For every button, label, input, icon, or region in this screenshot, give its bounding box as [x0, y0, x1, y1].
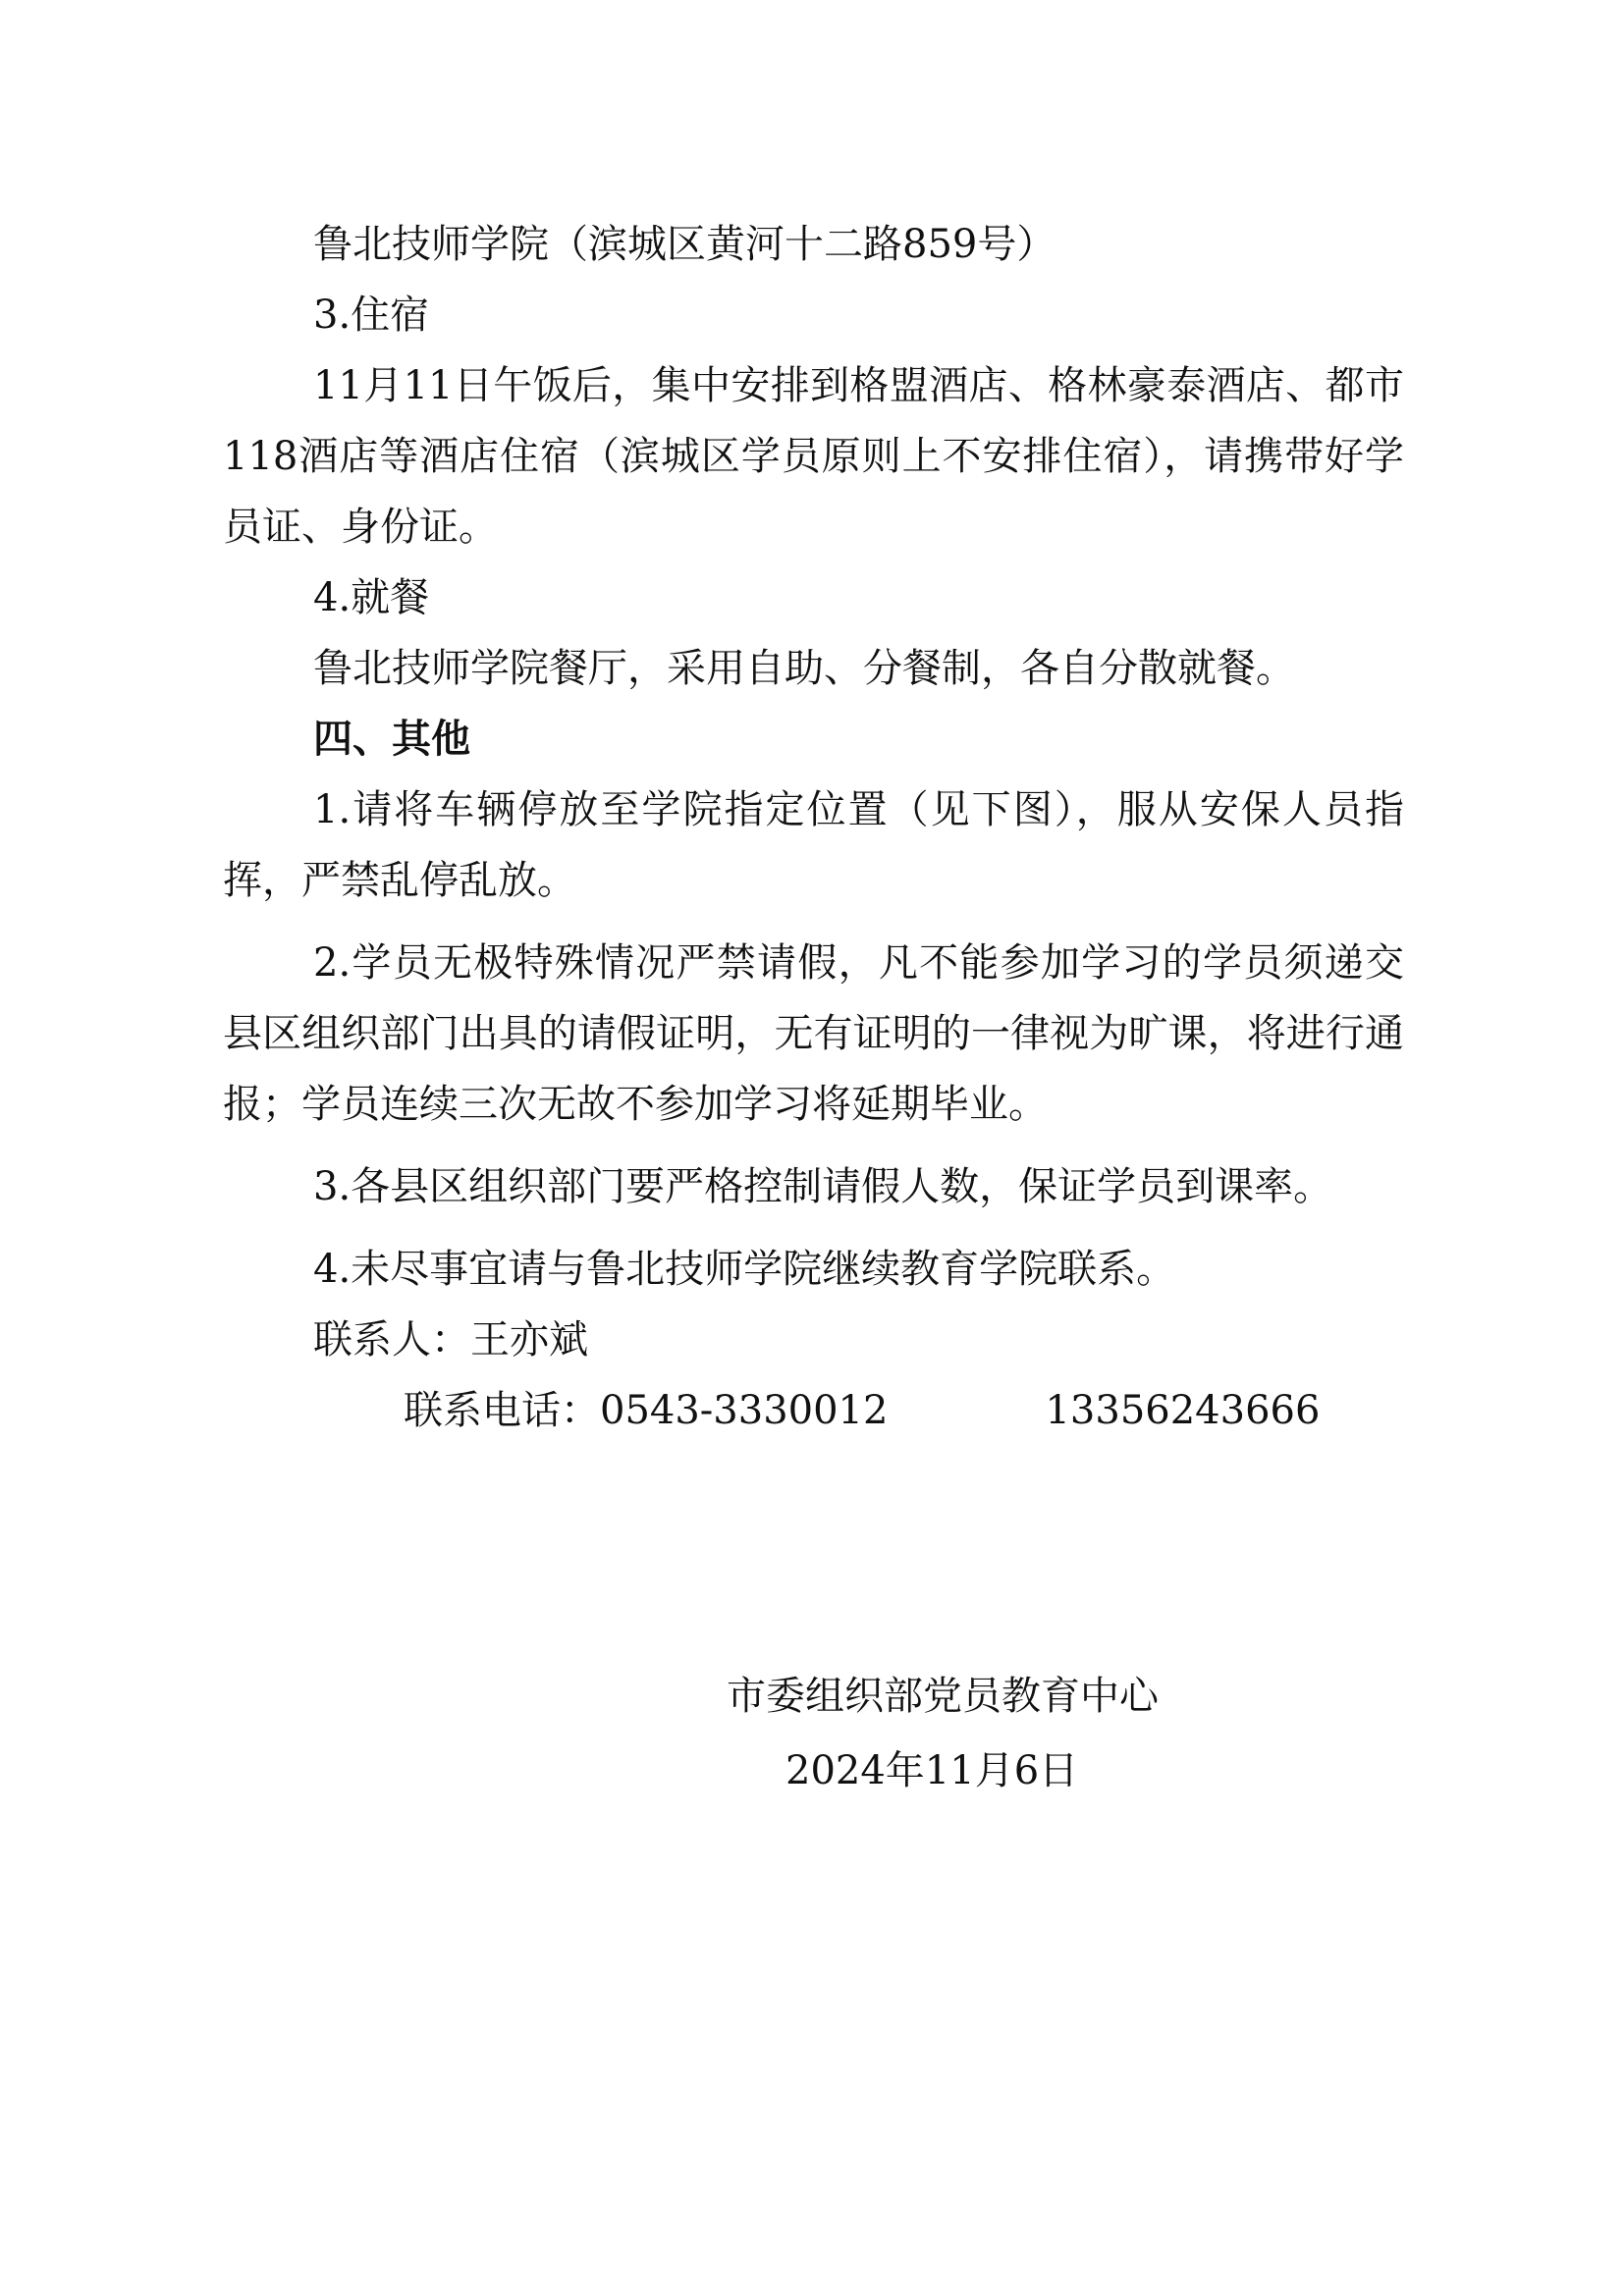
- item4-heading: 4.就餐: [313, 575, 430, 620]
- item4-body: 鲁北技师学院餐厅，采用自助、分餐制，各自分散就餐。: [313, 646, 1295, 691]
- item3-body: 11月11日午饭后，集中安排到格盟酒店、格林豪泰酒店、都市118酒店等酒店住宿（滨城区学员原则上不安排住宿），请携带好学员证、身份证。: [223, 363, 1404, 550]
- other-item-4: 4.未尽事宜请与鲁北技师学院继续教育学院联系。: [313, 1247, 1176, 1292]
- contact-phones: [223, 1375, 1404, 1446]
- contact-person: 联系人：王亦斌: [313, 1317, 588, 1362]
- venue-line: 鲁北技师学院（滨城区黄河十二路859号）: [313, 222, 1056, 267]
- signature-block: [727, 1659, 1237, 1808]
- item3-heading: 3.住宿: [313, 293, 430, 338]
- other-item-1: 1.请将车辆停放至学院指定位置（见下图），服从安保人员指挥，严禁乱停乱放。: [223, 787, 1404, 903]
- signature-organization: 市委组织部党员教育中心: [727, 1674, 1159, 1719]
- contact-phone-mobile: 13356243666: [1045, 1388, 1321, 1433]
- contact-phone-office: 联系电话：0543-3330012: [404, 1388, 889, 1433]
- document-body: [223, 209, 1404, 1446]
- other-item-2: 2.学员无极特殊情况严禁请假，凡不能参加学习的学员须递交县区组织部门出具的请假证明，无有证明的一律视为旷课，将进行通报；学员连续三次无故不参加学习将延期毕业。: [223, 940, 1404, 1127]
- signature-date: 2024年11月6日: [785, 1748, 1079, 1793]
- section4-heading: 四、其他: [313, 717, 470, 762]
- other-item-3: 3.各县区组织部门要严格控制请假人数，保证学员到课率。: [313, 1164, 1333, 1209]
